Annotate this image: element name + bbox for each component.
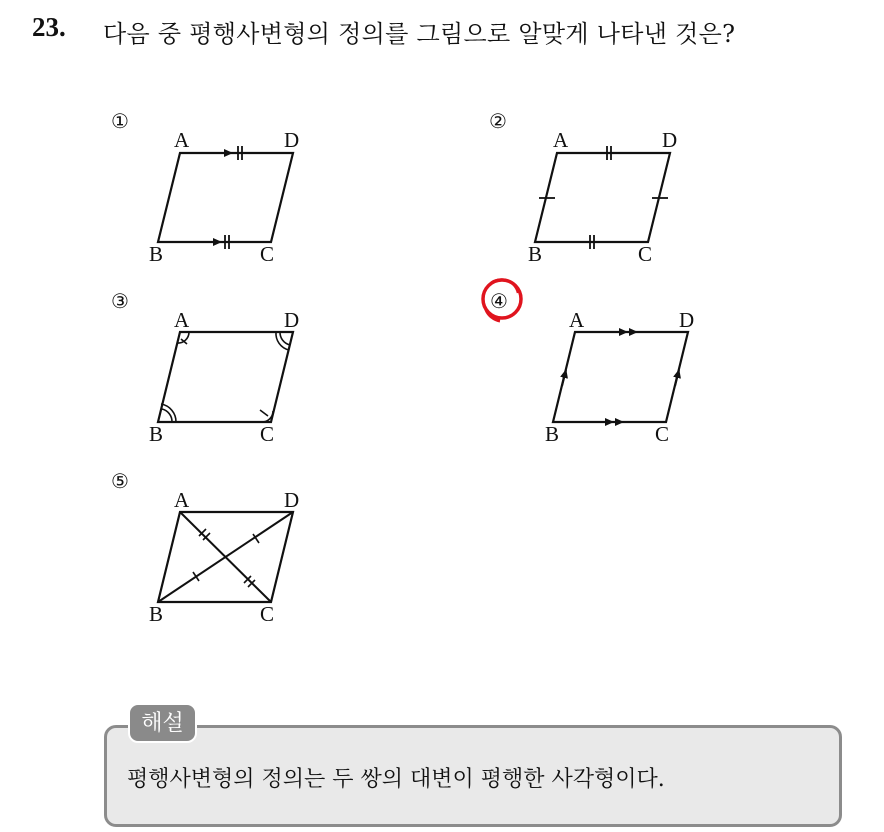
choice-1[interactable] [111, 109, 299, 266]
vertex-c: C [638, 242, 653, 266]
explanation-tag: 해설 [128, 703, 197, 743]
vertex-a: A [174, 128, 190, 152]
vertex-c: C [260, 422, 275, 446]
angle-arc-b [162, 409, 172, 422]
vertex-a: A [174, 488, 190, 512]
choice-2-label: ② [489, 109, 507, 133]
vertex-d: D [679, 308, 695, 332]
vertex-b: B [149, 242, 164, 266]
equal-tick-mark [193, 572, 199, 581]
choice-4-label: ④ [490, 289, 508, 313]
vertex-b: B [149, 422, 164, 446]
diagonal-bd [158, 512, 293, 602]
question-text: 다음 중 평행사변형의 정의를 그림으로 알맞게 나타낸 것은? [103, 20, 736, 48]
vertex-b: B [149, 602, 164, 626]
vertex-d: D [662, 128, 678, 152]
vertex-a: A [569, 308, 585, 332]
choice-3[interactable] [111, 289, 299, 446]
vertex-d: D [284, 488, 300, 512]
question-number: 23. [32, 12, 66, 42]
choice-1-label: ① [111, 109, 129, 133]
choice-2[interactable] [489, 109, 677, 266]
choice-4[interactable] [483, 280, 694, 446]
parallelogram-shape [535, 153, 670, 242]
vertex-d: D [284, 128, 300, 152]
parallelogram-shape [553, 332, 688, 422]
choice-3-label: ③ [111, 289, 129, 313]
vertex-b: B [545, 422, 560, 446]
vertex-c: C [655, 422, 670, 446]
choice-5-label: ⑤ [111, 469, 129, 493]
vertex-c: C [260, 602, 275, 626]
parallelogram-shape [158, 153, 293, 242]
angle-arc-d [280, 332, 290, 345]
vertex-d: D [284, 308, 300, 332]
choice-5[interactable] [111, 469, 299, 626]
vertex-a: A [553, 128, 569, 152]
parallelogram-shape [158, 332, 293, 422]
vertex-b: B [528, 242, 543, 266]
vertex-a: A [174, 308, 190, 332]
equal-tick-mark [199, 529, 210, 540]
vertex-c: C [260, 242, 275, 266]
explanation-text: 평행사변형의 정의는 두 쌍의 대변이 평행한 사각형이다. [127, 767, 665, 792]
